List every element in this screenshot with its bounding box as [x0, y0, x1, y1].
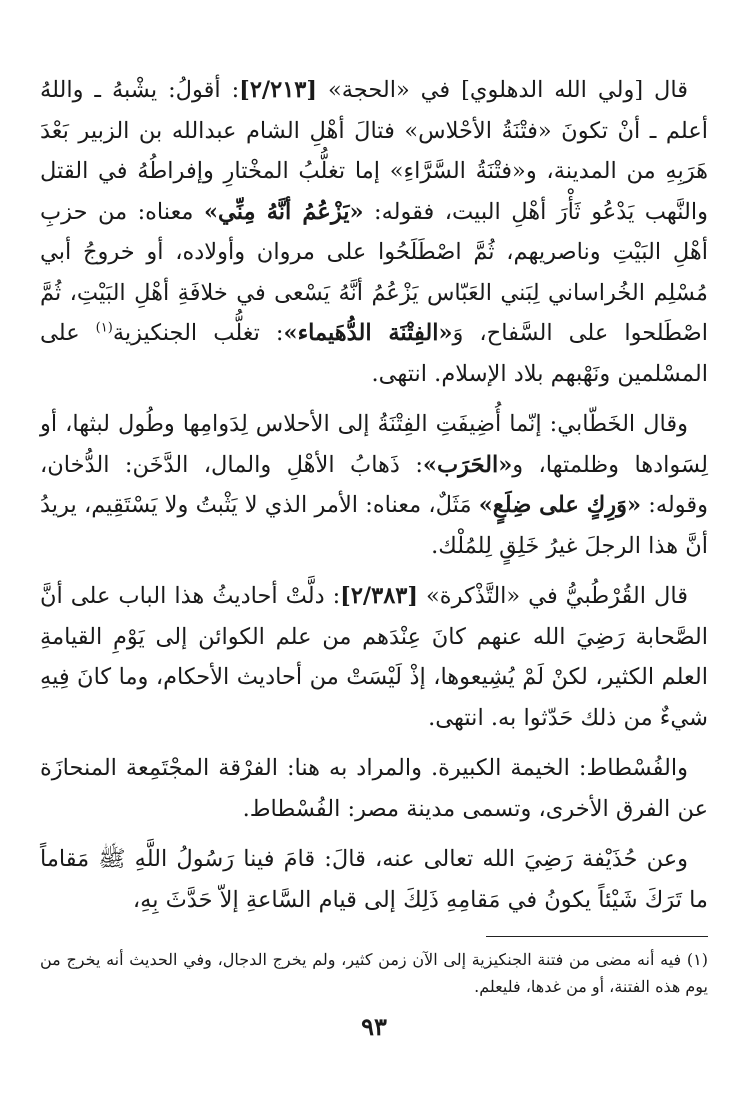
paragraph-p2 [40, 404, 708, 566]
bold-segment: «الحَرَب» [422, 451, 513, 478]
bold-segment: [٢/٢١٣] [239, 77, 318, 103]
text-segment: معناه: من حزبِ أهْلِ البَيْتِ وناصريهم، ثُمَّ اصْطَلَحُوا على مروان وأولاده، أو خروجُ أبي مُسْلِم الخُراساني لِبَني العَبّاس يَزْعُمُ أنَّهُ يَسْعى في خلافَةِ أهْلِ البَيْتِ، ثُمَّ اصْطَلحوا على السَّفاح، وَ [40, 198, 708, 346]
book-page [40, 52, 708, 1082]
text-segment: : ذَهابُ الأهْلِ والمال، الدَّخَن: الدُّخان، وقوله: [40, 451, 708, 518]
text-segment: : تغلُّب الجنكيزية [112, 320, 284, 346]
text-segment: على المسْلمين ونَهْبهم بلاد الإسلام. انتهى. [40, 320, 708, 387]
bold-segment: [٢/٣٨٣] [340, 583, 419, 609]
text-segment: وقال الخَطّابي: إنّما أُضِيفَتِ الفِتْنَةُ إلى الأحلاس لِدَوامِها وطُول لبثها، أو لِسَوادها وظلمتها، و [40, 411, 708, 478]
text-segment: قال القُرْطُبيُّ في «التَّذْكرة» [418, 583, 688, 609]
footnote-text: فيه أنه مضى من فتنة الجنكيزية إلى الآن زمن كثير، ولم يخرج الدجال، وفي الحديث أنه يخرج من يوم هذه الفتنة، أو من غدها، فليعلم. [40, 950, 708, 996]
paragraph-p3 [40, 576, 708, 738]
footnote-marker: (١) [686, 950, 709, 969]
bold-segment: «يَزْعُمُ أنَّهُ مِنِّي» [203, 198, 364, 225]
main-text [40, 70, 708, 920]
paragraph-p4 [40, 748, 708, 829]
bold-segment: «وَرِكٍ على ضِلَعٍ» [478, 492, 642, 518]
text-segment: قال [ولي الله الدهلوي] في «الحجة» [317, 77, 688, 103]
footnote [40, 946, 708, 1000]
bold-segment: «الفِتْنَة الدُّهَيماء» [283, 320, 453, 346]
text-segment: : دلَّتْ أحاديثُ هذا الباب على أنَّ الصَّحابة رَضِيَ الله عنهم كانَ عِنْدَهم من علم الكوائن إلى يَوْمِ القيامةِ العلم الكثير، لكنْ لَمْ يُشِيعوها، إذْ لَيْسَتْ من أحاديث الأحكام، وما كانَ فِيهِ شيءٌ من ذلك حَدّثوا به. انتهى. [40, 583, 708, 731]
text-segment: والفُسْطاط: الخيمة الكبيرة. والمراد به هنا: الفرْقة المجْتَمِعة المنحازَة عن الفرق الأخرى، وتسمى مدينة مصر: الفُسْطاط. [40, 755, 708, 822]
footnote-separator [486, 936, 708, 937]
footnote-reference: (١) [95, 320, 113, 336]
text-segment: وعن حُذَيْفة رَضِيَ الله تعالى عنه، قالَ: قامَ فينا رَسُولُ اللَّهِ ﷺ مَقاماً ما تَرَكَ شَيْئاً يكونُ في مَقامِهِ ذَلِكَ إلى قيام السَّاعةِ إلاّ حَدَّثَ بِهِ، [40, 846, 708, 913]
page-number: ٩٣ [361, 1012, 387, 1041]
text-segment: : أقولُ: يشْبهُ ـ واللهُ أعلم ـ أنْ تكونَ «فتْنَةُ الأحْلاس» فتالَ أهْلِ الشام عبدالله بن الزبير بَعْدَ هَرَبِهِ من المدينة، و«فتْنَةُ السَّرَّاءِ» إما تغلُّبُ المخْتارِ وإفراطُهُ في القتل والنَّهب يَدْعُو ثَأْرَ أهْلِ البيت، فقوله: [40, 77, 709, 225]
paragraph-p5 [40, 839, 708, 920]
paragraph-p1 [40, 70, 708, 394]
text-segment: مَثَلٌ، معناه: الأمر الذي لا يَثْبتُ ولا يَسْتَقِيم، يريدُ أنَّ هذا الرجلَ غيرُ خَلِقٍ لِلمُلْك. [40, 492, 708, 559]
